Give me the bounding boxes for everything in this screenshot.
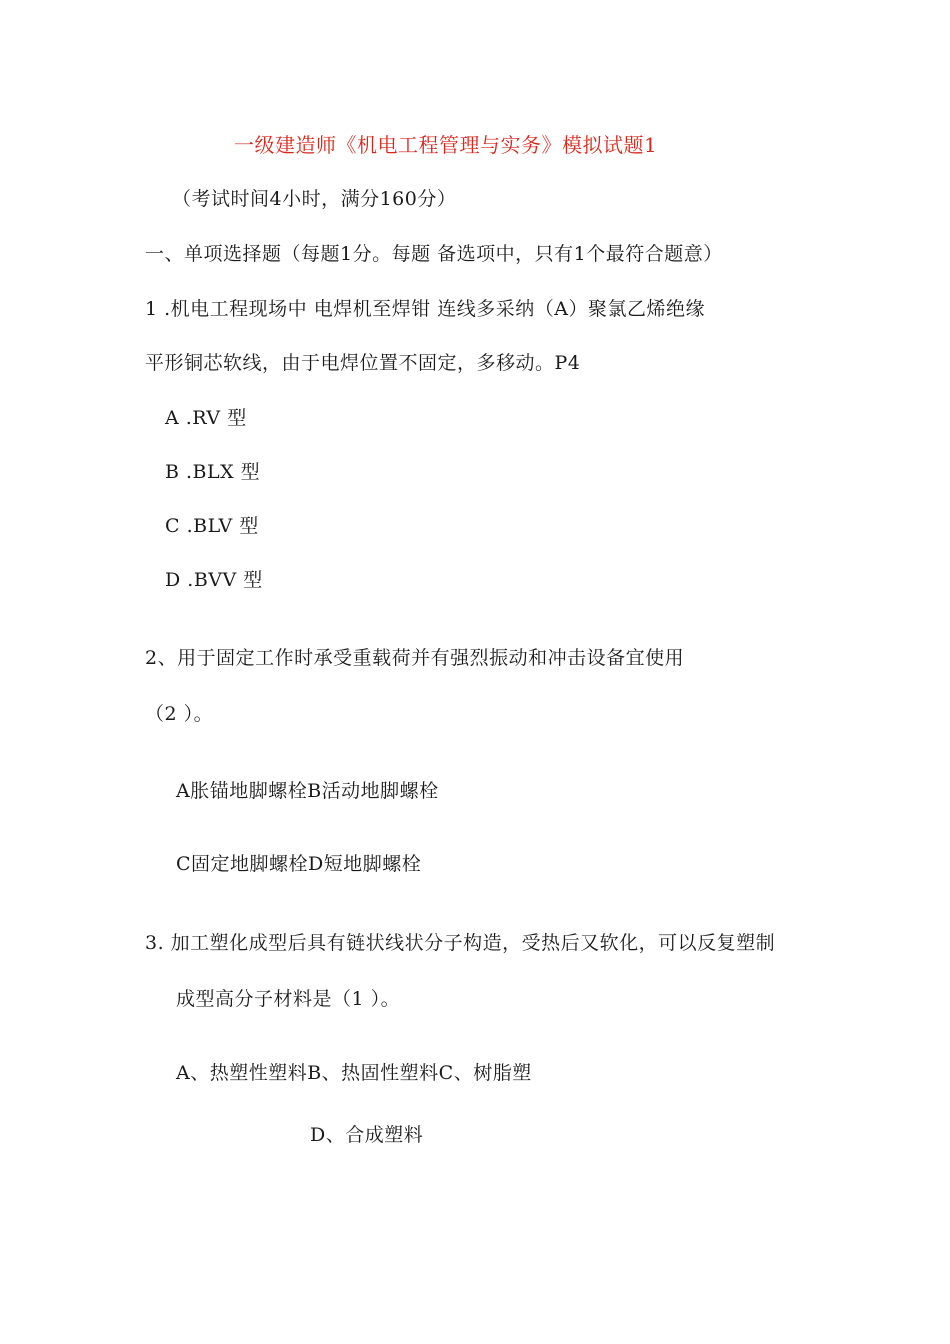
question-2-line-1: 2、用于固定工作时承受重载荷并有强烈振动和冲击设备宜使用 — [145, 647, 685, 669]
question-2-options-cd: C固定地脚螺栓D短地脚螺栓 — [176, 853, 422, 875]
section-heading: 一、单项选择题（每题1分。每题 备选项中，只有1个最符合题意） — [145, 243, 723, 265]
question-1-line-2: 平形铜芯软线，由于电焊位置不固定，多移动。P4 — [145, 352, 581, 374]
question-2-line-2: （2 ）。 — [145, 703, 214, 725]
question-3-line-1: 3. 加工塑化成型后具有链状线状分子构造，受热后又软化，可以反复塑制 — [145, 932, 776, 954]
question-3-line-2: 成型高分子材料是（1 ）。 — [176, 988, 401, 1010]
question-3-option-d: D、合成塑料 — [310, 1124, 424, 1146]
exam-info: （考试时间4小时，满分160分） — [172, 188, 457, 210]
document-title: 一级建造师《机电工程管理与实务》模拟试题1 — [234, 133, 658, 157]
question-1-line-1: 1 .机电工程现场中 电焊机至焊钳 连线多采纳（A）聚氯乙烯绝缘 — [145, 298, 705, 320]
question-1-option-d: D .BVV 型 — [165, 569, 263, 591]
question-2-options-ab: A胀锚地脚螺栓B活动地脚螺栓 — [176, 780, 439, 802]
question-1-option-b: B .BLX 型 — [165, 461, 261, 483]
question-1-option-c: C .BLV 型 — [165, 515, 259, 537]
question-1-option-a: A .RV 型 — [165, 407, 247, 429]
question-3-options-abc: A、热塑性塑料B、热固性塑料C、树脂塑 — [176, 1062, 532, 1084]
